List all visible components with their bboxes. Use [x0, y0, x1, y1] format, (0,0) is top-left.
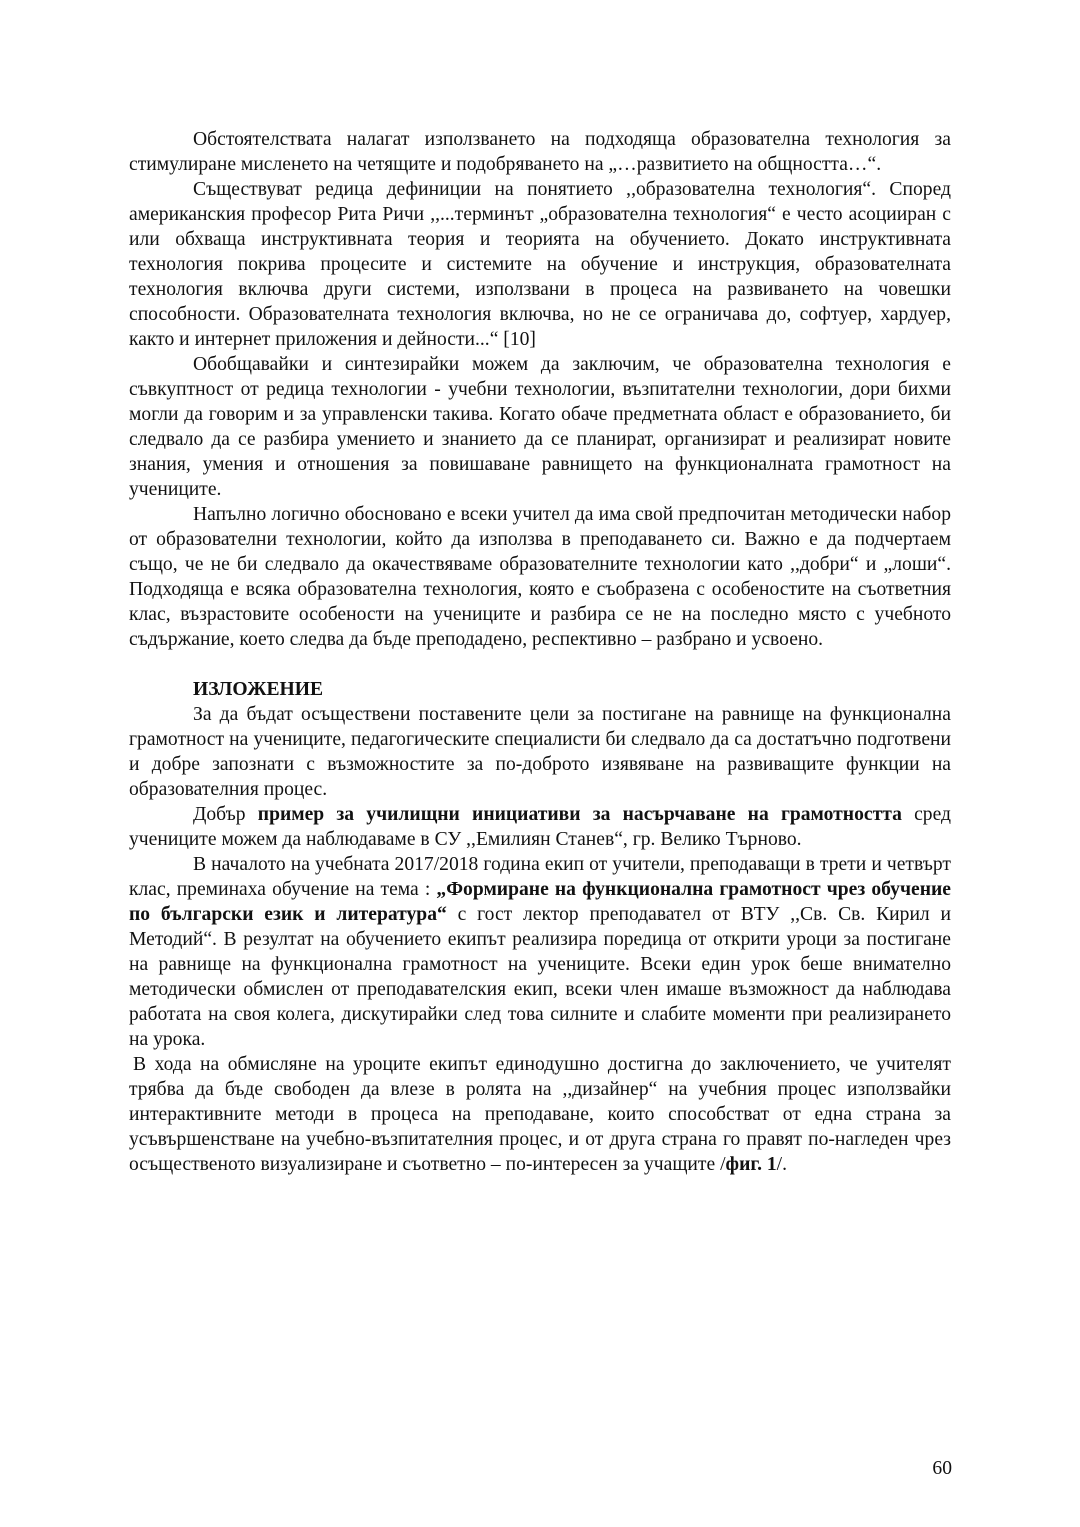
section-heading: ИЗЛОЖЕНИЕ: [193, 679, 324, 700]
paragraph-3: Обобщавайки и синтезирайки можем да заключим, че образователна технология е съвкуптност от редица технологии - учебни технологии, възпитателни технологии, дори бихми могли да говорим и за управленски такива. Когато обаче предметната област е образованието, би следвало да се разбира умението и знанието да се планират, организират и реализират новите знания, умения и отношения за повишаване равнището на функционалната грамотност на учениците.: [129, 354, 951, 500]
paragraph-7-start: В началото на учебната 2017/2018 година екип от учители, преподаващи в трети и четвърт клас, преминаха обучение на тема :: [129, 854, 951, 900]
paragraph-8-end: /.: [776, 1154, 788, 1175]
paragraph-2: Съществуват редица дефиниции на понятието ,,образователна технология“. Според американския професор Рита Ричи ,,...терминът „образователна технология“ е често асоцииран с или обхваща инструктивната теория и теорията на обучението. Докато инструктивната технология покрива процесите и системите на обучение и инструкция, образователната технология включва други системи, използвани в процеса на развиването на човешки способности. Образователната технология включва, но не се ограничава до, софтуер, хардуер, както и интернет приложения и дейности...“ [10]: [129, 179, 951, 350]
paragraph-6-start: Добър: [193, 804, 258, 825]
paragraph-6-end: сред учениците можем да наблюдаваме в СУ ,,Емилиян Станев“, гр. Велико Търново.: [129, 804, 951, 850]
paragraph-1: Обстоятелствата налагат използването на подходяща образователна технология за стимулиране мисленето на четящите и подобряването на „…развитието на общността…“.: [129, 129, 951, 175]
paragraph-7: [129, 852, 951, 1052]
paragraph-7-bold: „Формиране на функционална грамотност чрез обучение по български език и литература“: [129, 879, 951, 925]
paragraph-7-end: с гост лектор преподавател от ВТУ ,,Св. Св. Кирил и Методий“. В резултат на обучението екипът реализира поредица от открити уроци за постигане на равнище на функционална грамотност на учениците. Всеки един урок беше внимателно методически обмислен от преподавателския екип, всеки член имаше възможност да наблюдава работата на своя колега, дискутирайки след това силните и слабите моменти при реализирането на урока.: [129, 904, 952, 1050]
page-number: 60: [932, 1458, 952, 1479]
paragraph-8: [129, 1052, 951, 1177]
body-text: [129, 127, 951, 1177]
paragraph-6-bold: пример за училищни инициативи за насърчаване на грамотността: [257, 804, 902, 825]
paragraph-8-start: В хода на обмисляне на уроците екипът единодушно достигна до заключението, че учителят трябва да бъде свободен да влезе в ролята на ,,дизайнер“ на учебния процес използвайки интерактивните методи в процеса на преподаване, които способстват от една страна за усъвършенстване на учебно-възпитателния процес, и от друга страна го правят по-нагледен чрез осъщественото визуализиране и съответно – по-интересен за учащите /: [129, 1054, 951, 1175]
paragraph-6: [129, 802, 951, 852]
figure-reference: фиг. 1: [725, 1154, 777, 1175]
paragraph-4: Напълно логично обосновано е всеки учител да има свой предпочитан методически набор от образователни технологии, който да използва в преподаването си. Важно е да подчертаем също, че не би следвало да окачествяваме образователните технологии като ,,добри“ и „лоши“. Подходяща е всяка образователна технология, която е съобразена с особеностите на съответния клас, възрастовите особености на учениците и разбира се не на последно място с учебното съдържание, което следва да бъде преподадено, респективно – разбрано и усвоено.: [129, 504, 951, 650]
paragraph-5: За да бъдат осъществени поставените цели за постигане на равнище на функционална грамотност на учениците, педагогическите специалисти би следвало да са достатъчно подготвени и добре запознати с възможностите за по-доброто изявяване на развиващите функции на образователния процес.: [129, 704, 951, 800]
